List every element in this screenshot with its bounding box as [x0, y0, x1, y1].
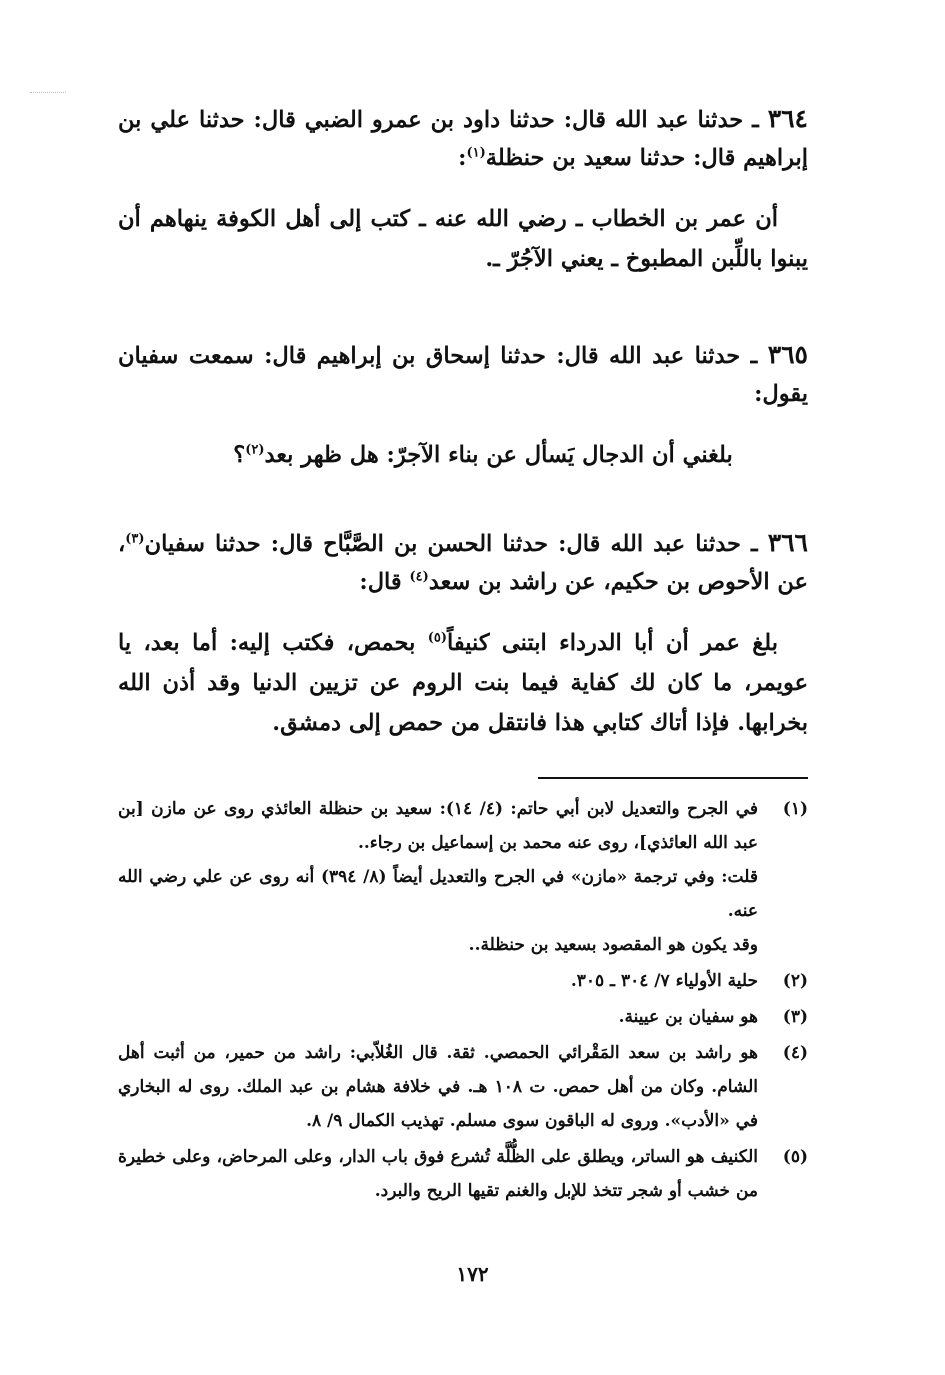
matn-text: بلغ عمر أن أبا الدرداء ابتنى كنيفاً — [447, 630, 778, 656]
scan-mark — [30, 92, 66, 93]
footnote-3 — [118, 1000, 808, 1034]
footnote-ref[interactable]: (٢) — [245, 442, 265, 458]
matn — [118, 623, 808, 743]
footnote-marker: (٣) — [782, 1007, 808, 1027]
footnote-ref[interactable]: (٤) — [409, 569, 429, 585]
footnote-ref[interactable]: (٥) — [427, 630, 448, 646]
isnad — [118, 100, 808, 177]
isnad-text: ـ حدثنا عبد الله قال: حدثنا الحسن بن الصَّبَّاح قال: حدثنا سفيان — [144, 531, 768, 557]
entry-number: ٣٦٦ — [767, 528, 808, 557]
footnote-ref[interactable]: (٣) — [125, 531, 145, 547]
matn-end: ؟ — [233, 442, 246, 468]
isnad-text: ـ حدثنا عبد الله قال: حدثنا إسحاق بن إبراهيم قال: سمعت سفيان يقول: — [118, 343, 808, 407]
footnote-line: وقد يكون هو المقصود بسعيد بن حنظلة.. — [468, 935, 758, 955]
footnote-marker: (١) — [782, 799, 808, 819]
footnote-body — [118, 1000, 758, 1034]
footnote-divider — [538, 777, 808, 779]
page-number: ١٧٢ — [456, 1262, 489, 1286]
entry-number: ٣٦٥ — [767, 340, 808, 369]
isnad-text: ـ حدثنا عبد الله قال: حدثنا داود بن عمرو الضبي قال: حدثنا علي بن إبراهيم قال: حدثنا سعيد بن حنظلة — [118, 107, 808, 171]
isnad — [118, 336, 808, 413]
footnote-2 — [118, 964, 808, 998]
footnote-body — [118, 792, 758, 962]
footnotes — [118, 792, 808, 1210]
footnote-marker: (٢) — [782, 971, 808, 991]
isnad — [118, 524, 808, 601]
hadith-entry-364 — [118, 100, 808, 279]
matn-text: بلغني أن الدجال يَسأل عن بناء الآجرّ: هل ظهر بعد — [264, 442, 733, 468]
footnote-line: قلت: وفي ترجمة «مازن» في الجرح والتعديل أيضاً (٨/ ٣٩٤) أنه روى عن علي رضي الله عنه. — [118, 867, 758, 921]
hadith-entry-366 — [118, 524, 808, 743]
matn-text: بحمص، فكتب إليه: أما بعد، يا عويمر، ما كان لك كفاية فيما بنت الروم عن تزيين الدنيا وقد أذن الله بخرابها. فإذا أتاك كتابي هذا فانتقل من حمص إلى دمشق. — [118, 630, 808, 736]
footnote-body — [118, 1036, 758, 1138]
hadith-entry-365 — [118, 336, 808, 475]
footnote-marker: (٥) — [782, 1147, 808, 1167]
footnote-line: هو سفيان بن عيينة. — [618, 1007, 758, 1027]
footnote-line: حلية الأولياء ٧/ ٣٠٤ ـ ٣٠٥. — [570, 971, 758, 991]
footnote-body — [118, 964, 758, 998]
entry-number: ٣٦٤ — [767, 104, 808, 133]
footnote-line: الكنيف هو الساتر، ويطلق على الظُّلَّة تُشرع فوق باب الدار، وعلى المرحاض، وعلى خطيرة من خشب أو شجر تتخذ للإبل والغنم تقيها الريح والبرد. — [118, 1147, 758, 1201]
matn — [118, 435, 808, 475]
footnote-4 — [118, 1036, 808, 1138]
footnote-line: في الجرح والتعديل لابن أبي حاتم: (٤/ ١٤): سعيد بن حنظلة العائذي روى عن مازن [بن عبد الله العائذي]، روى عنه محمد بن إسماعيل بن رجاء.. — [118, 799, 758, 853]
footnote-line: هو راشد بن سعد المَقْرائي الحمصي. ثقة. قال الغُلاّبي: راشد من حمير، من أثبت أهل الشام. وكان من أهل حمص. ت ١٠٨ هـ. في خلافة هشام بن عبد الملك. روى له البخاري في «الأدب». وروى له الباقون سوى مسلم. تهذيب الكمال ٩/ ٨. — [118, 1043, 758, 1131]
isnad-text: ، عن الأحوص بن حكيم، عن راشد بن سعد — [118, 531, 808, 595]
footnote-5 — [118, 1140, 808, 1208]
footnote-body — [118, 1140, 758, 1208]
footnote-1 — [118, 792, 808, 962]
matn-text: أن عمر بن الخطاب ـ رضي الله عنه ـ كتب إلى أهل الكوفة ينهاهم أن يبنوا باللِّبن المطبوخ ـ يعني الآجُرّ ـ. — [118, 206, 808, 272]
footnote-ref[interactable]: (١) — [466, 145, 486, 161]
isnad-end: قال: — [359, 569, 410, 595]
isnad-end: : — [458, 145, 467, 171]
footnote-marker: (٤) — [782, 1043, 808, 1063]
